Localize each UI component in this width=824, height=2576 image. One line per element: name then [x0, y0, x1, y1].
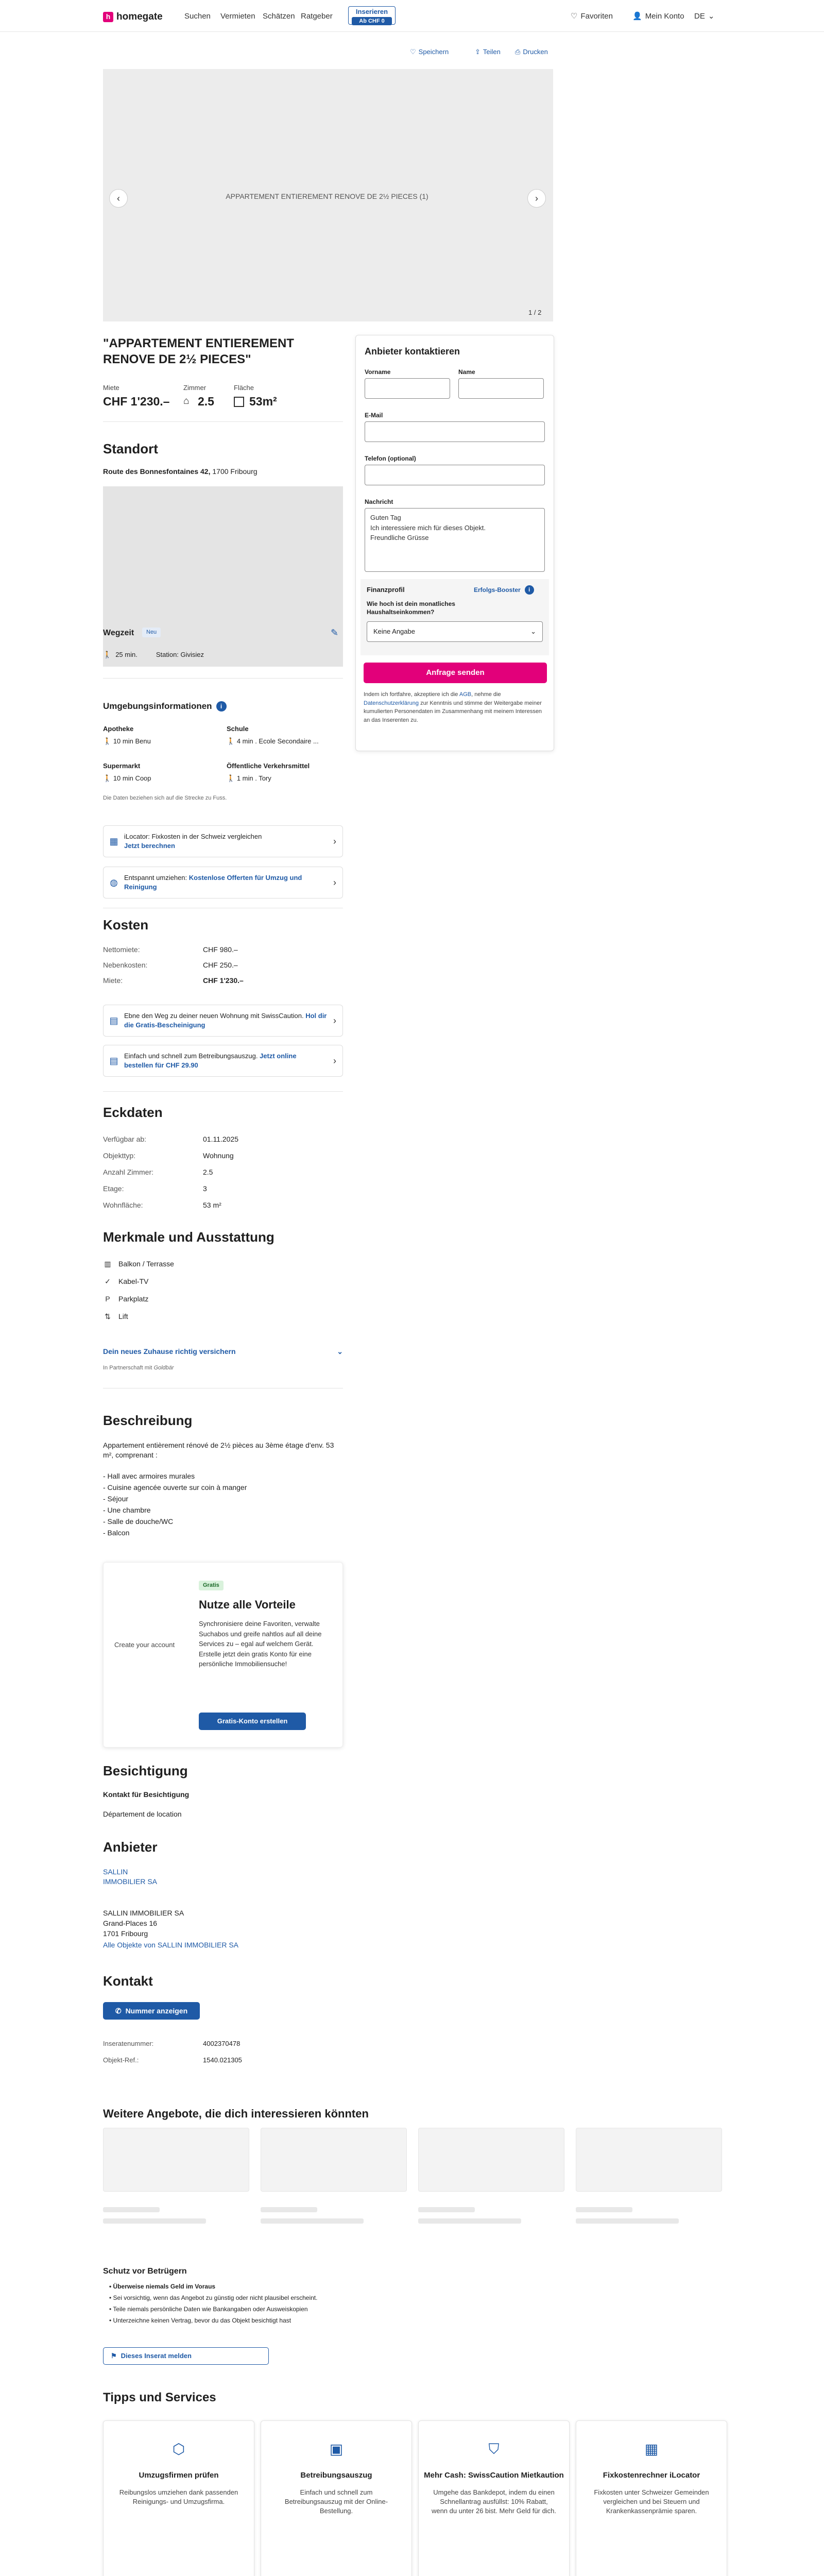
map-icon: ▦ — [644, 2441, 659, 2457]
beschreibung-heading: Beschreibung — [103, 1413, 193, 1428]
user-icon: 👤 — [632, 12, 642, 21]
umzug-promo[interactable]: ◍ Entspannt umziehen: Kostenlose Offerten für Umzug und Reinigung › — [103, 867, 343, 899]
kosten-value: CHF 1'230.– — [203, 976, 244, 985]
document-user-icon: ▣ — [329, 2441, 344, 2457]
favoriten-link[interactable]: ♡ Favoriten — [571, 11, 613, 22]
zimmer-value: 2.5 — [198, 395, 214, 408]
neu-badge: Neu — [142, 628, 161, 637]
language-select[interactable]: DE ⌄ — [694, 11, 714, 22]
anbieter-street: Grand-Places 16 — [103, 1919, 158, 1927]
telefon-input[interactable] — [365, 465, 545, 485]
flaeche-value: 53m² — [249, 395, 277, 408]
kontakt-heading: Kontakt — [103, 1973, 153, 1989]
umgebung-value: 🚶 10 min Coop — [103, 774, 151, 782]
besichtigung-value: Département de location — [103, 1810, 182, 1818]
shield-icon: ⛉ — [488, 2441, 500, 2457]
eckdaten-value: 01.11.2025 — [203, 1135, 239, 1143]
tip-card[interactable]: ⛉ Mehr Cash: SwissCaution Mietkaution Umgehe das Bankdepot, indem du einen Schnellantrag ausfüllst: 10% Rabatt, wenn du unter 26 bist. Mehr Geld für dich. — [418, 2420, 570, 2576]
legal-text: Indem ich fortfahre, akzeptiere ich die AGB, nehme die Datenschutzerklärung zur Kenntnis und stimme der Weitergabe meiner kumulierten Personendaten im Zusammenhang mit meinem Interessen an das Inserenten zu. — [364, 691, 542, 723]
miete-label: Miete — [103, 384, 119, 392]
swisscaution-promo[interactable]: ▤ Ebne den Weg zu deiner neuen Wohnung mit SwissCaution. Hol dir die Gratis-Bescheinigung › — [103, 1005, 343, 1037]
fraud-heading: Schutz vor Betrügern — [103, 2267, 187, 2276]
umgebung-value: 🚶 1 min . Tory — [227, 774, 271, 782]
package-icon: ⬡ — [172, 2441, 185, 2457]
fraud-point: • Unterzeichne keinen Vertrag, bevor du das Objekt besichtigt hast — [109, 2317, 291, 2324]
check-icon: ✓ — [105, 1277, 111, 1285]
eckdaten-label: Etage: — [103, 1184, 124, 1193]
divider — [103, 678, 343, 679]
submit-inquiry-button[interactable]: Anfrage senden — [364, 663, 547, 683]
share-button[interactable]: ⇪ Teilen — [475, 48, 501, 56]
feature-item: ▥ Balkon / Terrasse — [103, 1259, 174, 1269]
phone-icon: ✆ — [115, 2006, 122, 2015]
message-textarea[interactable]: Guten Tag Ich interessiere mich für dieses Objekt. Freundliche Grüsse — [365, 508, 545, 572]
kosten-heading: Kosten — [103, 917, 149, 933]
print-icon: ⎙ — [515, 48, 521, 56]
tip-card[interactable]: ▦ Fixkostenrechner iLocator Fixkosten unter Schweizer Gemeinden vergleichen und bei Steuern und Krankenkassenprämie sparen. — [576, 2420, 727, 2576]
fraud-point: • Überweise niemals Geld im Voraus — [109, 2283, 216, 2290]
email-label: E-Mail — [365, 412, 383, 419]
eckdaten-value: 2.5 — [203, 1168, 213, 1176]
vorname-label: Vorname — [365, 368, 391, 376]
zimmer-label: Zimmer — [183, 384, 207, 392]
listing-title: "APPARTEMENT ENTIEREMENT RENOVE DE 2½ PIECES" — [103, 336, 294, 366]
erfolg-booster[interactable]: Erfolgs-Booster i — [474, 585, 534, 595]
heart-icon: ♡ — [410, 48, 416, 56]
area-icon — [234, 397, 244, 407]
description-line: - Hall avec armoires murales — [103, 1472, 195, 1480]
gallery-prev-button[interactable] — [109, 189, 128, 208]
tip-card[interactable]: ⬡ Umzugsfirmen prüfen Reibungslos umziehen dank passenden Reinigungs- und Umzugsfirma. — [103, 2420, 254, 2576]
eckdaten-label: Verfügbar ab: — [103, 1135, 147, 1143]
tip-card[interactable]: ▣ Betreibungsauszug Einfach und schnell zum Betreibungsauszug mit der Online-Bestellung. — [261, 2420, 412, 2576]
datenschutz-link[interactable]: Datenschutzerklärung — [364, 700, 419, 706]
feature-item: ⇅ Lift — [103, 1312, 128, 1321]
fraud-point: • Teile niemals persönliche Daten wie Bankangaben oder Ausweiskopien — [109, 2306, 308, 2313]
fraud-point: • Sei vorsichtig, wenn das Angebot zu günstig oder nicht plausibel erscheint. — [109, 2294, 318, 2301]
name-label: Name — [458, 368, 475, 376]
walk-icon: 🚶 — [227, 737, 235, 745]
description-line: - Salle de douche/WC — [103, 1517, 174, 1526]
telefon-label: Telefon (optional) — [365, 455, 416, 462]
offer-card-skeleton[interactable] — [103, 2128, 249, 2192]
tipps-heading: Tipps und Services — [103, 2391, 216, 2404]
eckdaten-value: 3 — [203, 1184, 207, 1193]
income-question: Wie hoch ist dein monatliches Haushaltseinkommen? — [367, 600, 455, 616]
gallery-next-button[interactable] — [527, 189, 546, 208]
chevron-right-icon: › — [333, 1055, 336, 1066]
finanzprofil-label: Finanzprofil — [367, 586, 405, 594]
heart-icon: ♡ — [571, 12, 578, 21]
chevron-right-icon: › — [333, 1015, 336, 1026]
flag-icon: ⚑ — [111, 2352, 117, 2360]
name-input[interactable] — [458, 378, 544, 399]
walk-icon: 🚶 — [103, 774, 112, 782]
eckdaten-label: Anzahl Zimmer: — [103, 1168, 154, 1176]
kontakt-label: Objekt-Ref.: — [103, 2056, 139, 2064]
kontakt-label: Inseratenummer: — [103, 2040, 154, 2047]
info-icon[interactable]: i — [216, 701, 227, 711]
kontakt-value: 1540.021305 — [203, 2056, 242, 2064]
homegate-logo[interactable]: h homegate — [103, 10, 163, 24]
chevron-right-icon: › — [535, 193, 538, 204]
description-line: - Une chambre — [103, 1506, 151, 1514]
kosten-label: Nebenkosten: — [103, 961, 148, 969]
chevron-down-icon: ⌄ — [708, 12, 715, 21]
inserieren-price-badge: Ab CHF 0 — [352, 17, 392, 25]
print-button[interactable]: ⎙ Drucken — [515, 48, 548, 56]
description-line: - Séjour — [103, 1495, 129, 1503]
kosten-label: Miete: — [103, 976, 123, 985]
flaeche-label: Fläche — [234, 384, 254, 392]
rooms-icon: ⌂ — [183, 396, 190, 406]
umgebung-label: Apotheke — [103, 725, 134, 733]
offer-card-skeleton[interactable] — [576, 2128, 722, 2192]
umgebung-label: Schule — [227, 725, 249, 733]
anbieter-logo[interactable]: SALLIN IMMOBILIER SA — [103, 1868, 158, 1886]
account-link[interactable]: 👤 Mein Konto — [632, 11, 684, 22]
vorname-input[interactable] — [365, 378, 450, 399]
offer-card-skeleton[interactable] — [261, 2128, 407, 2192]
skeleton-line — [261, 2207, 317, 2212]
besichtigung-label: Kontakt für Besichtigung — [103, 1790, 190, 1799]
income-select[interactable]: Keine Angabe ⌄ — [367, 621, 543, 642]
offer-card-skeleton[interactable] — [418, 2128, 564, 2192]
versichern-accordion[interactable]: Dein neues Zuhause richtig versichern ⌄ — [103, 1347, 343, 1355]
umgebung-value: 🚶 10 min Benu — [103, 737, 151, 745]
nav-suchen[interactable]: Suchen — [184, 12, 211, 21]
betreibung-promo[interactable]: ▤ Einfach und schnell zum Betreibungsauszug. Jetzt online bestellen für CHF 29.90 › — [103, 1045, 343, 1077]
eckdaten-label: Wohnfläche: — [103, 1201, 143, 1209]
merkmale-heading: Merkmale und Ausstattung — [103, 1229, 274, 1245]
eckdaten-label: Objekttyp: — [103, 1151, 136, 1160]
standort-heading: Standort — [103, 441, 158, 456]
edit-icon[interactable]: ✎ — [331, 628, 339, 638]
signup-title: Nutze alle Vorteile — [199, 1598, 296, 1611]
feature-item: P Parkplatz — [103, 1294, 148, 1304]
skeleton-line — [576, 2218, 679, 2224]
offers-heading: Weitere Angebote, die dich interessieren könnten — [103, 2107, 369, 2120]
umgebung-heading: Umgebungsinformationen i — [103, 701, 227, 713]
feature-item: ✓ Kabel-TV — [103, 1277, 148, 1286]
kosten-value: CHF 980.– — [203, 945, 238, 954]
description-line: - Cuisine agencée ouverte sur coin à manger — [103, 1483, 247, 1492]
umgebung-note: Die Daten beziehen sich auf die Strecke zu Fuss. — [103, 795, 227, 801]
skeleton-line — [576, 2207, 632, 2212]
agb-link[interactable]: AGB — [459, 691, 472, 698]
document-icon: ▤ — [109, 1015, 118, 1026]
show-number-button[interactable]: ✆ Nummer anzeigen — [103, 2002, 200, 2020]
travel-time: 🚶 25 min. Station: Givisiez — [103, 651, 204, 658]
inserieren-button[interactable]: Inserieren Ab CHF 0 — [348, 6, 396, 25]
gallery-counter: 1 / 2 — [528, 309, 542, 316]
moving-icon: ◍ — [110, 877, 118, 888]
signup-text: Synchronisiere deine Favoriten, verwalte Suchabos und greife nahtlos auf all deine Services zu – egal auf welchem Gerät. Erstelle jetzt dein gratis Konto für eine persönliche Immobiliensuche! — [199, 1620, 322, 1668]
create-account-image: Create your account — [114, 1641, 175, 1649]
kosten-label: Nettomiete: — [103, 945, 140, 954]
skeleton-line — [418, 2207, 475, 2212]
save-button[interactable]: ♡ Speichern — [410, 48, 449, 56]
walk-icon: 🚶 — [103, 651, 112, 658]
besichtigung-heading: Besichtigung — [103, 1763, 188, 1778]
nav-vermieten[interactable]: Vermieten — [220, 12, 255, 21]
chevron-right-icon: › — [333, 836, 336, 846]
location-map[interactable] — [103, 486, 343, 667]
umgebung-label: Supermarkt — [103, 762, 141, 770]
skeleton-line — [418, 2218, 521, 2224]
kosten-value: CHF 250.– — [203, 961, 238, 969]
skeleton-line — [103, 2218, 206, 2224]
partner-logo: Goldbär — [153, 1365, 174, 1371]
nav-ratgeber[interactable]: Ratgeber — [301, 12, 333, 21]
chevron-down-icon: ⌄ — [530, 628, 536, 636]
share-icon: ⇪ — [475, 48, 480, 56]
info-icon: i — [525, 585, 534, 595]
skeleton-line — [261, 2218, 364, 2224]
gallery-image-alt: APPARTEMENT ENTIEREMENT RENOVE DE 2½ PIECES (1) — [226, 192, 428, 200]
partner-note: In Partnerschaft mit Goldbär — [103, 1365, 174, 1371]
anbieter-name: SALLIN IMMOBILIER SA — [103, 1909, 184, 1917]
eckdaten-heading: Eckdaten — [103, 1105, 163, 1120]
description-line: - Balcon — [103, 1529, 130, 1537]
create-account-button[interactable]: Gratis-Konto erstellen — [199, 1713, 306, 1730]
chevron-left-icon: ‹ — [117, 193, 120, 204]
logo-mark-icon: h — [103, 12, 113, 22]
umgebung-value: 🚶 4 min . Ecole Secondaire ... — [227, 737, 319, 745]
walk-icon: 🚶 — [227, 774, 235, 782]
anbieter-city: 1701 Fribourg — [103, 1929, 148, 1938]
email-input[interactable] — [365, 421, 545, 442]
miete-value: CHF 1'230.– — [103, 395, 170, 408]
nav-schaetzen[interactable]: Schätzen — [263, 12, 295, 21]
report-listing-button[interactable]: ⚑ Dieses Inserat melden — [103, 2347, 269, 2365]
chevron-down-icon: ⌄ — [337, 1347, 343, 1355]
form-heading: Anbieter kontaktieren — [365, 346, 460, 357]
parking-icon: P — [105, 1295, 110, 1303]
eckdaten-value: Wohnung — [203, 1151, 234, 1160]
anbieter-all-link[interactable]: Alle Objekte von SALLIN IMMOBILIER SA — [103, 1941, 238, 1949]
anbieter-heading: Anbieter — [103, 1839, 158, 1855]
eckdaten-value: 53 m² — [203, 1201, 221, 1209]
chevron-right-icon: › — [333, 877, 336, 888]
skeleton-line — [103, 2207, 160, 2212]
divider — [103, 1091, 343, 1092]
kontakt-value: 4002370478 — [203, 2040, 241, 2047]
divider — [103, 421, 343, 422]
map-icon: ▦ — [109, 836, 118, 846]
document-icon: ▤ — [109, 1055, 118, 1066]
nachricht-label: Nachricht — [365, 498, 393, 505]
balcony-icon: ▥ — [104, 1260, 111, 1268]
gratis-badge: Gratis — [199, 1581, 224, 1590]
ilocator-promo[interactable]: ▦ iLocator: Fixkosten in der Schweiz vergleichen Jetzt berechnen › — [103, 825, 343, 857]
wegzeit-label: Wegzeit — [103, 629, 134, 637]
umgebung-label: Öffentliche Verkehrsmittel — [227, 762, 310, 770]
lift-icon: ⇅ — [105, 1312, 111, 1320]
walk-icon: 🚶 — [103, 737, 112, 745]
description-intro: Appartement entièrement rénové de 2½ pièces au 3ème étage d'env. 53 m², comprenant : — [103, 1441, 334, 1459]
address: Route des Bonnesfontaines 42, 1700 Fribourg — [103, 467, 258, 476]
